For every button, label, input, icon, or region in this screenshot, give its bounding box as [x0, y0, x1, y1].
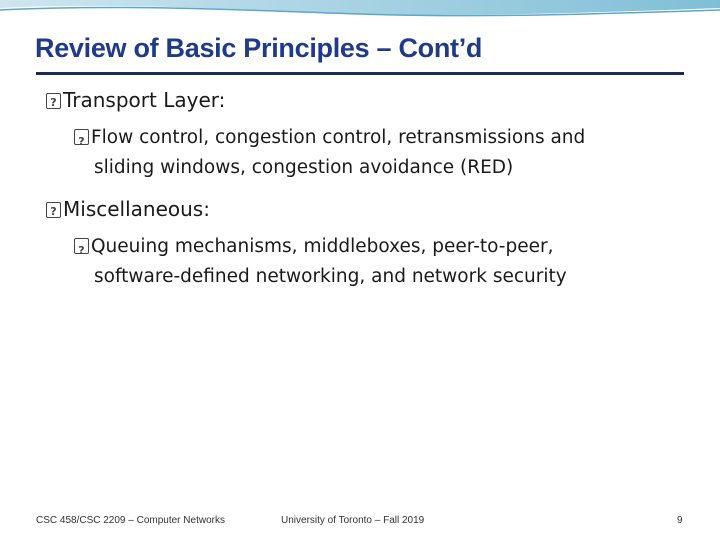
sub-bullet-text-line2: sliding windows, congestion avoidance (RED)	[94, 157, 514, 178]
bullet-text: Miscellaneous:	[63, 197, 210, 221]
title-underline	[36, 72, 684, 75]
missing-glyph-bullet-icon	[74, 129, 89, 145]
bullet-text: Transport Layer:	[63, 88, 226, 112]
bullet-transport-layer	[46, 88, 225, 112]
sub-bullet-text-line2: software-defined networking, and network security	[94, 266, 567, 287]
header-wave-decoration	[0, 0, 720, 24]
footer-university: University of Toronto – Fall 2019	[281, 515, 425, 526]
sub-bullet-text-line1: Flow control, congestion control, retransmissions and	[91, 127, 586, 148]
bullet-miscellaneous	[46, 197, 210, 221]
sub-bullet-queuing	[74, 232, 567, 292]
footer-course: CSC 458/CSC 2209 – Computer Networks	[36, 515, 225, 526]
sub-bullet-text-line1: Queuing mechanisms, middleboxes, peer-to-peer,	[91, 236, 554, 257]
footer-page-number: 9	[677, 515, 683, 526]
missing-glyph-bullet-icon	[74, 238, 89, 254]
slide-title: Review of Basic Principles – Cont’d	[35, 33, 483, 63]
missing-glyph-bullet-icon	[46, 93, 61, 109]
sub-bullet-flow-control	[74, 123, 585, 183]
missing-glyph-bullet-icon	[46, 202, 61, 218]
